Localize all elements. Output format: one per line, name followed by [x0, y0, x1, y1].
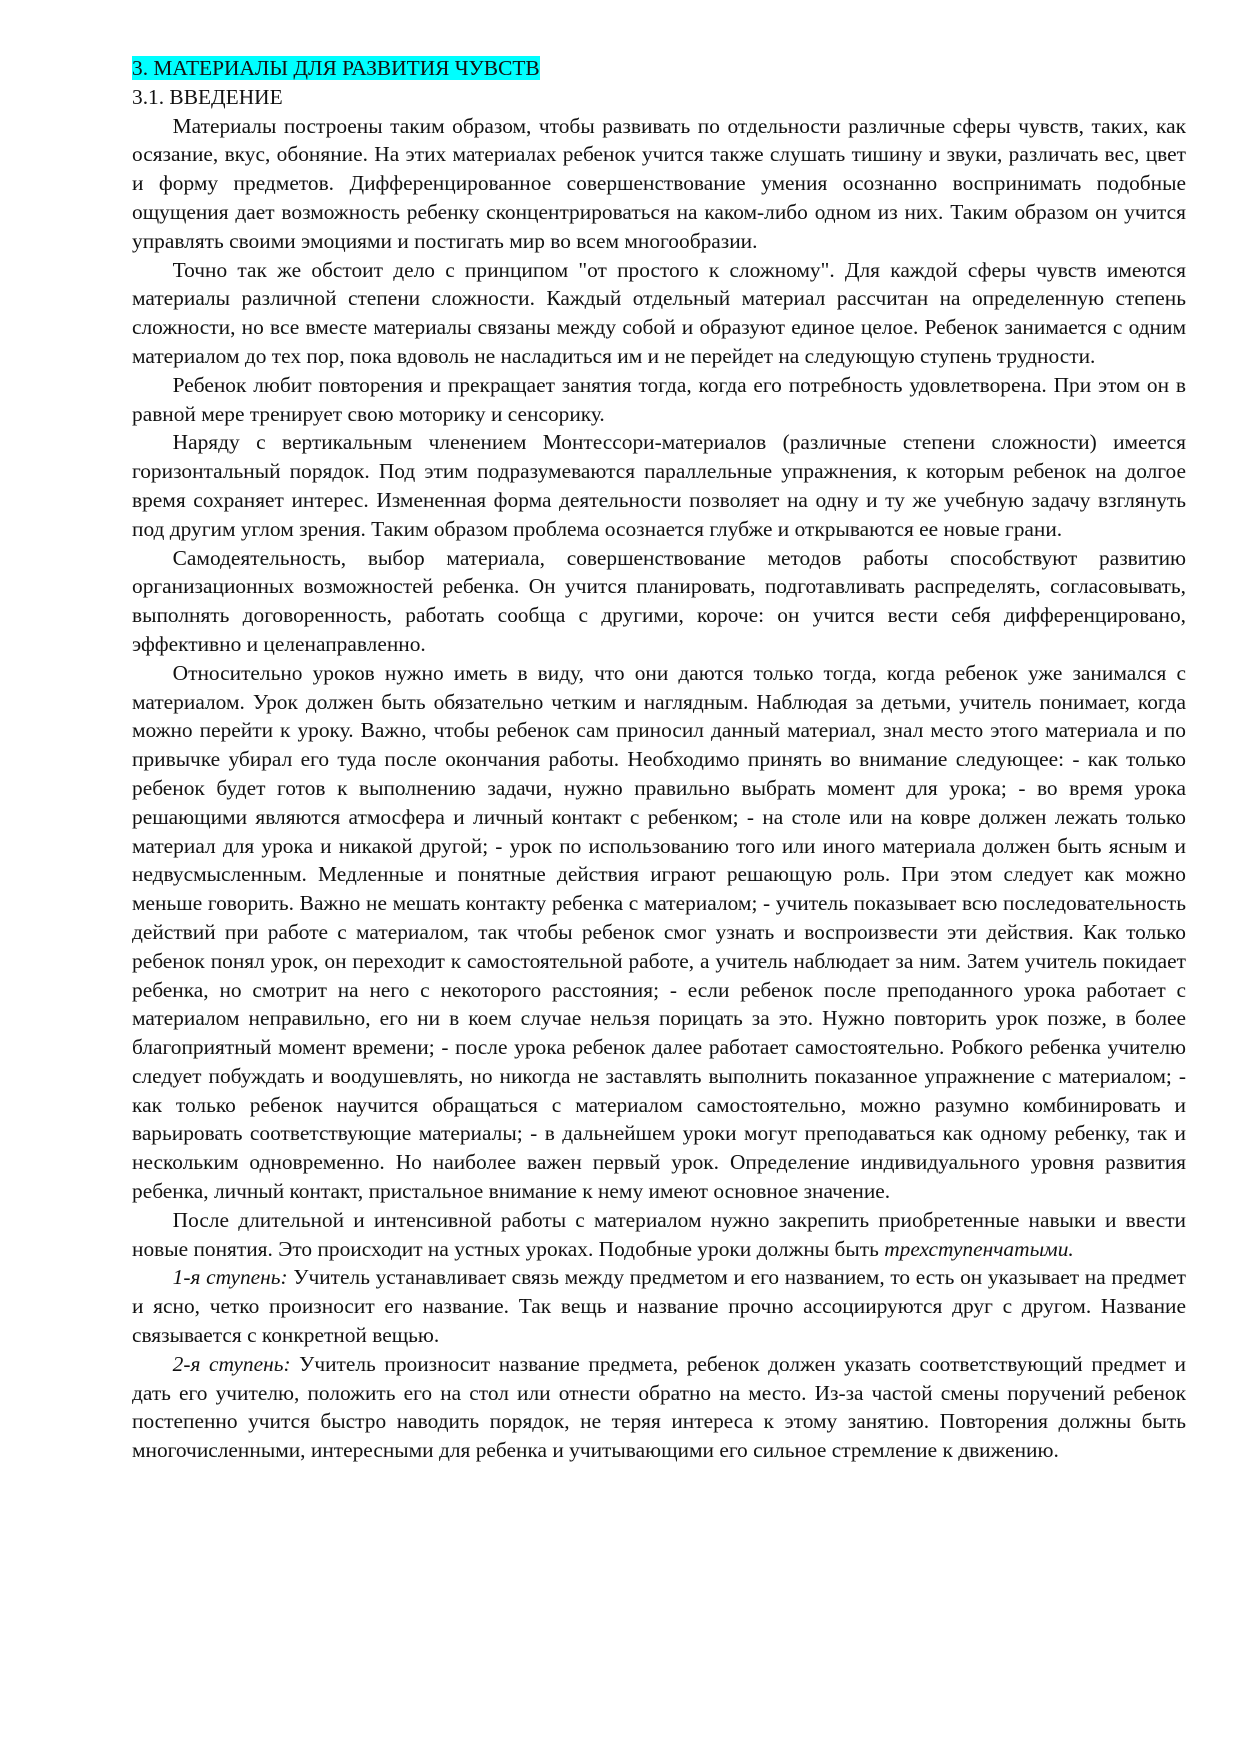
- paragraph-simple-to-complex: Точно так же обстоит дело с принципом "от простого к сложному". Для каждой сферы чувств имеются материалы различной степени сложности. Каждый отдельный материал рассчитан на определенную степень сложности, но все вместе материалы связаны между собой и образуют единое целое. Ребенок занимается с одним материалом до тех пор, пока вдоволь не насладиться им и не перейдет на следующую ступень трудности.: [132, 257, 1186, 368]
- step-1-text: Учитель устанавливает связь между предметом и его названием, то есть он указывает на предмет и ясно, четко произносит его название. Так вещь и название прочно ассоциируются друг с другом. Название связывается с конкретной вещью.: [132, 1265, 1186, 1348]
- section-heading: [132, 54, 1186, 83]
- paragraph-horizontal-order: Наряду с вертикальным членением Монтессори-материалов (различные степени сложности) имеется горизонтальный порядок. Под этим подразумеваются параллельные упражнения, к которым ребенок на долгое время сохраняет интерес. Измененная форма деятельности позволяет на одну и ту же учебную задачу взглянуть под другим углом зрения. Таким образом проблема осознается глубже и открываются ее новые грани.: [132, 430, 1186, 541]
- section-title: 3. МАТЕРИАЛЫ ДЛЯ РАЗВИТИЯ ЧУВСТВ: [132, 56, 540, 80]
- step-2-label: 2-я ступень:: [172, 1351, 291, 1376]
- oral-lessons-text: После длительной и интенсивной работы с материалом нужно закрепить приобретенные навыки и ввести новые понятия. Это происходит на устных уроках. Подобные уроки должны быть: [132, 1207, 1186, 1261]
- paragraph-oral-lessons: [132, 1206, 1186, 1264]
- oral-lessons-emphasis: трехступенчатыми.: [884, 1236, 1074, 1261]
- paragraph-step-2: [132, 1350, 1186, 1465]
- step-1-label: 1-я ступень:: [172, 1265, 288, 1290]
- paragraph-step-1: [132, 1263, 1186, 1349]
- paragraph-senses: Материалы построены таким образом, чтобы развивать по отдельности различные сферы чувств, таких, как осязание, вкус, обоняние. На этих материалах ребенок учится также слушать тишину и звуки, различать вес, цвет и форму предметов. Дифференцированное совершенствование умения осознанно воспринимать подобные ощущения дает возможность ребенку сконцентрироваться на каком-либо одном из них. Таким образом он учится управлять своими эмоциями и постигать мир во всем многообразии.: [132, 113, 1186, 253]
- paragraph-lessons: Относительно уроков нужно иметь в виду, что они даются только тогда, когда ребенок уже занимался с материалом. Урок должен быть обязательно четким и наглядным. Наблюдая за детьми, учитель понимает, когда можно перейти к уроку. Важно, чтобы ребенок сам приносил данный материал, знал место этого материала и по привычке убирал его туда после окончания работы. Необходимо принять во внимание следующее: - как только ребенок будет готов к выполнению задачи, нужно правильно выбрать момент для урока; - во время урока решающими являются атмосфера и личный контакт с ребенком; - на столе или на ковре должен лежать только материал для урока и никакой другой; - урок по использованию того или иного материала должен быть ясным и недвусмысленным. Медленные и понятные действия играют решающую роль. При этом следует как можно меньше говорить. Важно не мешать контакту ребенка с материалом; - учитель показывает всю последовательность действий при работе с материалом, так чтобы ребенок смог узнать и воспроизвести эти действия. Как только ребенок понял урок, он переходит к самостоятельной работе, а учитель наблюдает за ним. Затем учитель покидает ребенка, но смотрит на него с некоторого расстояния; - если ребенок после преподанного урока работает с материалом неправильно, его ни в коем случае нельзя порицать за это. Нужно повторить урок позже, в более благоприятный момент времени; - после урока ребенок далее работает самостоятельно. Робкого ребенка учителю следует побуждать и воодушевлять, но никогда не заставлять выполнить показанное упражнение с материалом; - как только ребенок научится обращаться с материалом самостоятельно, можно разумно комбинировать и варьировать соответствующие материалы; - в дальнейшем уроки могут преподаваться как одному ребенку, так и нескольким одновременно. Но наиболее важен первый урок. Определение индивидуального уровня развития ребенка, личный контакт, пристальное внимание к нему имеют основное значение.: [132, 660, 1186, 1204]
- step-2-text: Учитель произносит название предмета, ребенок должен указать соответствующий предмет и дать его учителю, положить его на стол или отнести обратно на место. Из-за частой смены поручений ребенок постепенно учится быстро наводить порядок, не теряя интереса к этому занятию. Повторения должны быть многочисленными, интересными для ребенка и учитывающими его сильное стремление к движению.: [132, 1351, 1186, 1463]
- paragraph-repetition: Ребенок любит повторения и прекращает занятия тогда, когда его потребность удовлетворена. При этом он в равной мере тренирует свою моторику и сенсорику.: [132, 372, 1186, 426]
- paragraph-self-activity: Самодеятельность, выбор материала, совершенствование методов работы способствуют развитию организационных возможностей ребенка. Он учится планировать, подготавливать распределять, согласовывать, выполнять договоренность, работать сообща с другими, короче: он учится вести себя дифференцировано, эффективно и целенаправленно.: [132, 545, 1186, 656]
- document-page: [132, 54, 1186, 1465]
- subsection-title: 3.1. ВВЕДЕНИЕ: [132, 84, 283, 109]
